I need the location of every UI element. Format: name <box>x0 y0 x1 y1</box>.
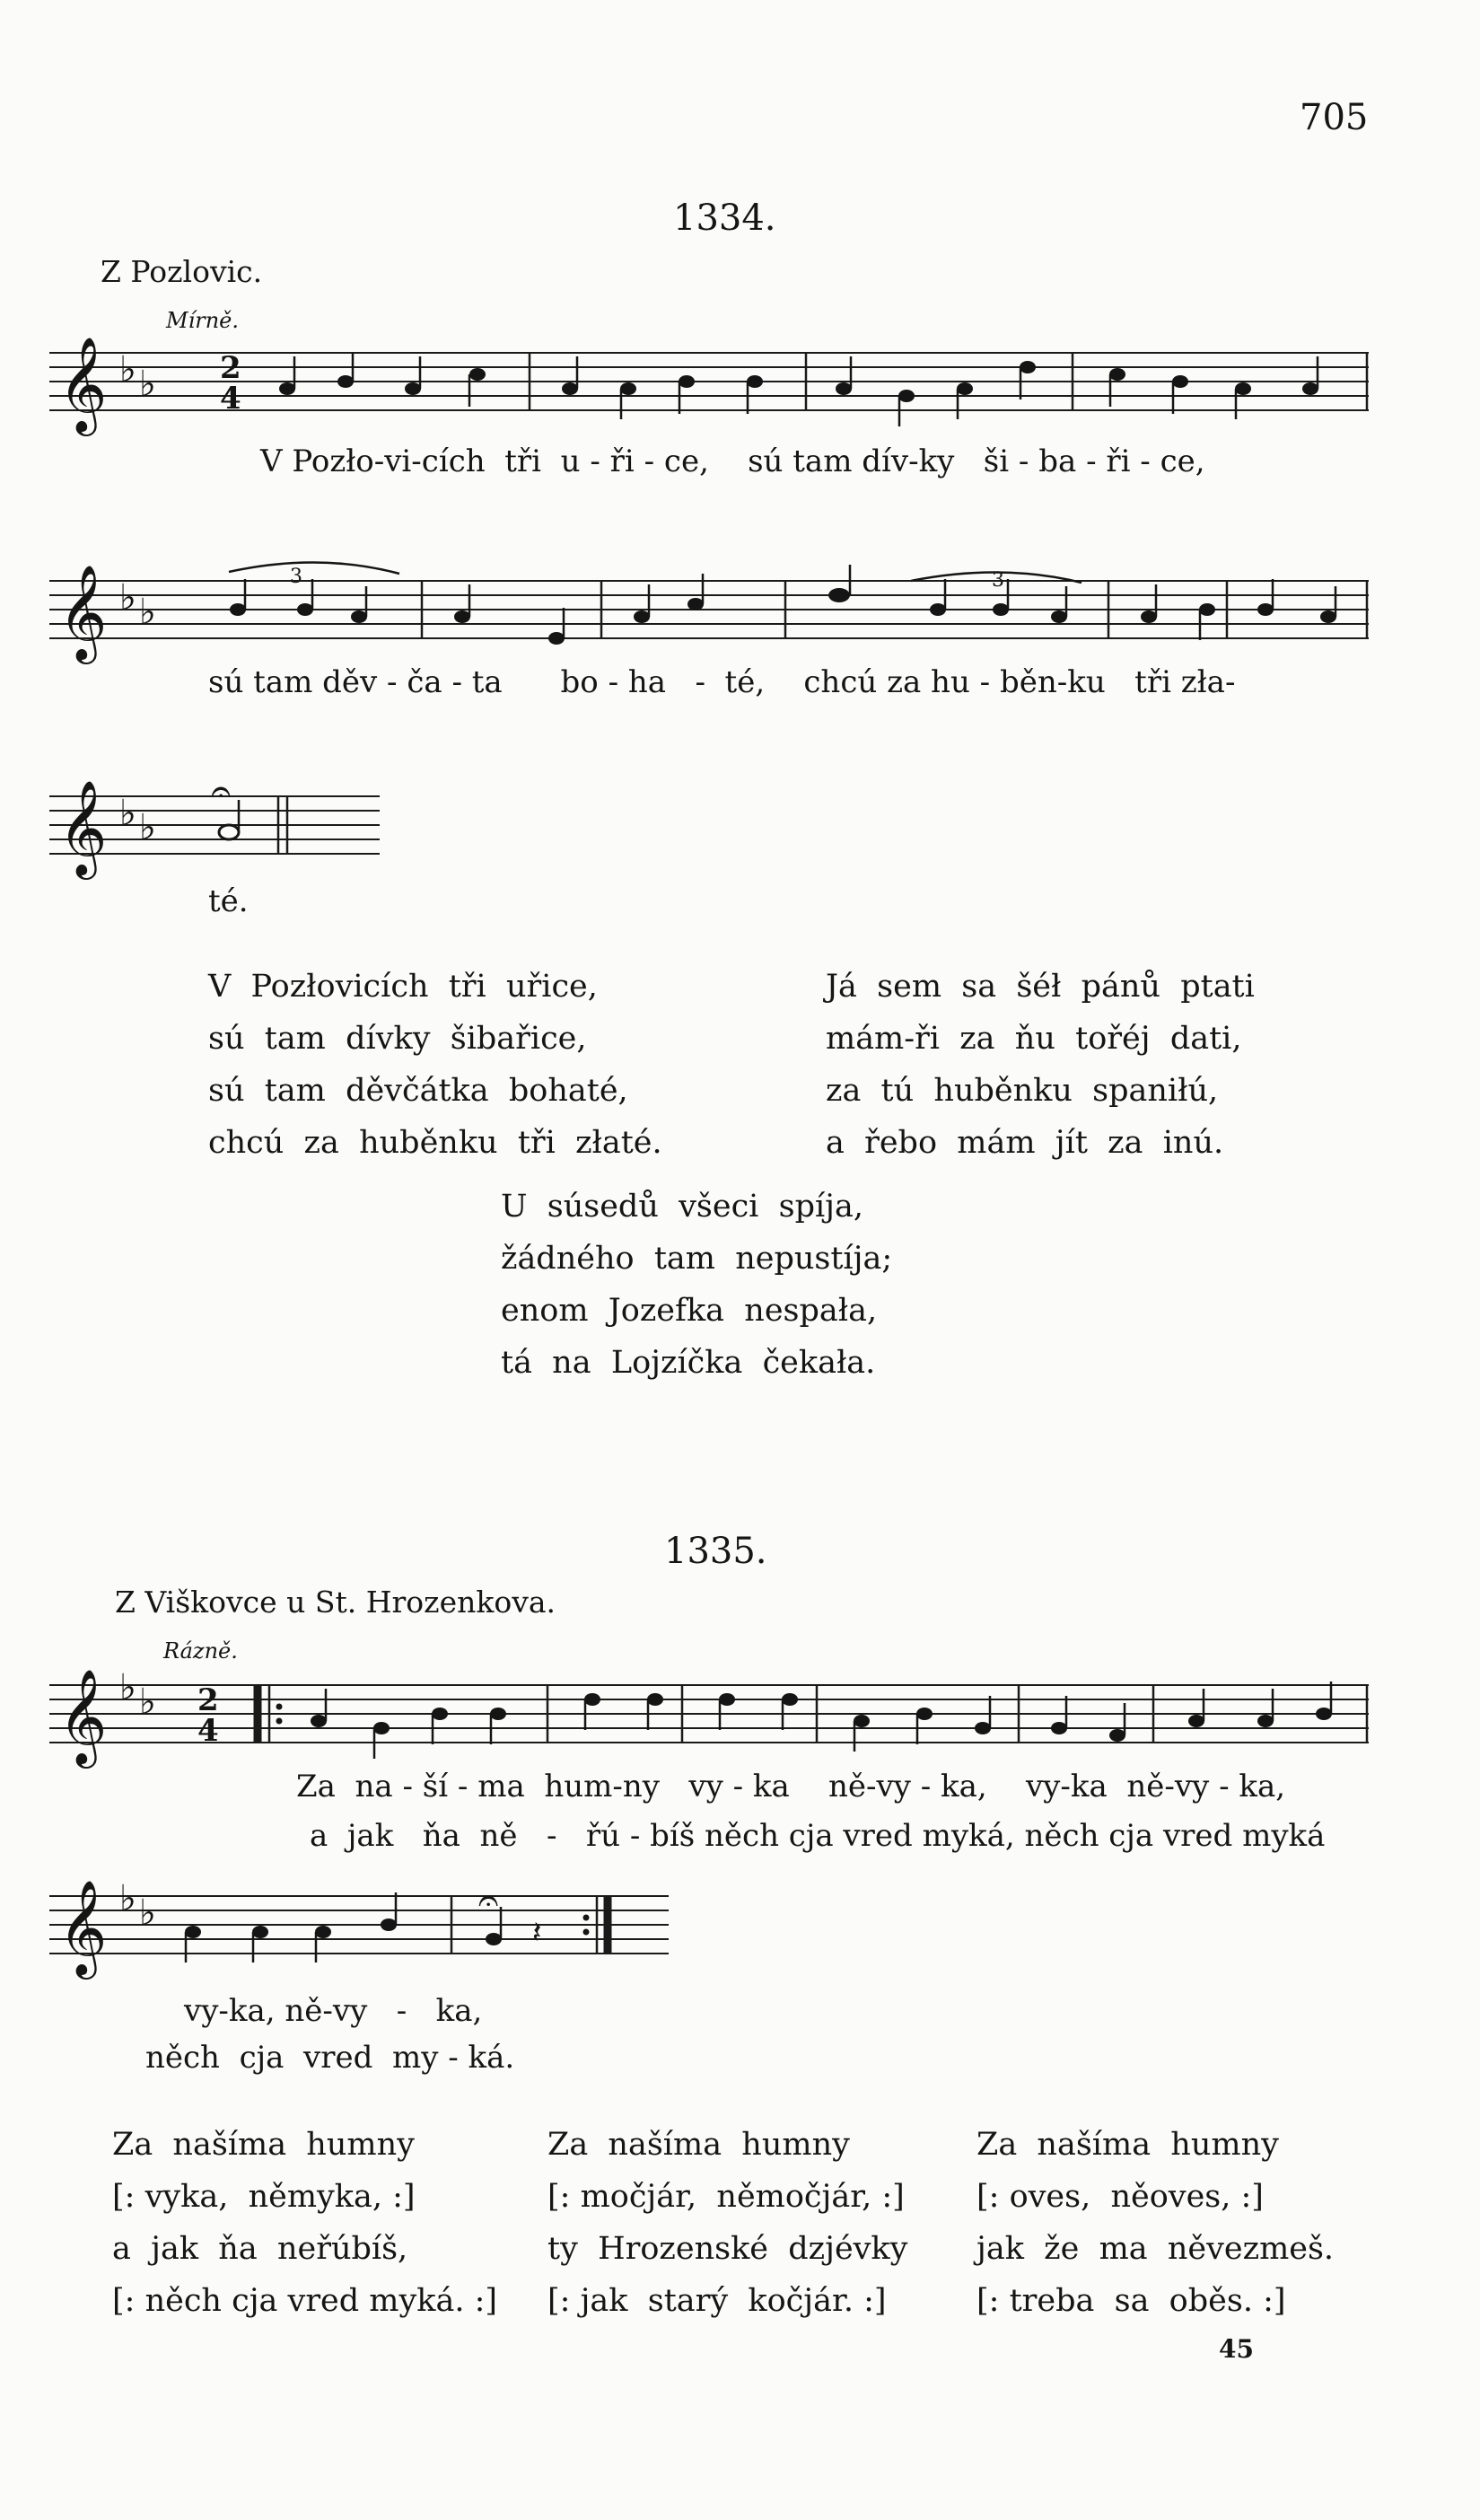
song-origin: Z Viškovce u St. Hrozenkova. <box>115 1585 556 1620</box>
verse-line: Za našíma humny <box>976 2127 1279 2163</box>
flat-icon: ♭ <box>119 793 136 834</box>
music-staff-5 <box>49 1876 678 1975</box>
flat-icon: ♭ <box>139 592 156 633</box>
notes-group <box>279 353 1318 426</box>
verse-line: Za našíma humny <box>112 2127 415 2163</box>
lyrics-line: sú tam děv - ča - ta bo - ha - té, chcú za hu - běn-ku tři zła- <box>208 664 1236 700</box>
music-staff-4 <box>49 1667 1378 1773</box>
music-staff-1 <box>49 336 1378 444</box>
verse-line: [: něch cja vred myká. :] <box>112 2283 498 2319</box>
fermata-icon: 𝄐 <box>478 1880 499 1921</box>
triplet-marking: 3 <box>992 569 1004 592</box>
lyrics-line: té. <box>208 883 249 919</box>
notes-group <box>230 565 1336 645</box>
tempo-marking: Rázně. <box>163 1638 238 1664</box>
tempo-marking: Mírně. <box>166 308 240 333</box>
verse-line: jak že ma něvezmeš. <box>976 2231 1335 2267</box>
song-number: 1334. <box>673 198 776 239</box>
verse-line: [: jak starý kočjár. :] <box>547 2283 887 2319</box>
verse-stanza-1 <box>112 2119 497 2327</box>
verse-line: a jak ňa neřúbíš, <box>112 2231 408 2267</box>
flat-icon: ♭ <box>139 364 156 405</box>
verse-line: mám-ři za ňu tořéj dati, <box>826 1021 1242 1057</box>
music-staff-2 <box>49 561 1378 660</box>
treble-clef-icon: 𝄞 <box>58 564 108 660</box>
verse-line: [: močjár, němočjár, :] <box>547 2179 905 2215</box>
treble-clef-icon: 𝄞 <box>58 336 108 432</box>
notes-group <box>185 1880 541 1962</box>
song-origin: Z Pozlovic. <box>101 254 263 289</box>
verse-line: tá na Lojzíčka čekała. <box>501 1345 876 1381</box>
song-number: 1335. <box>664 1531 767 1572</box>
time-signature-bottom: 4 <box>220 381 241 417</box>
lyrics-line: vy-ka, ně-vy - ka, <box>184 1993 483 2029</box>
verse-stanza-3 <box>976 2119 1334 2327</box>
fermata-icon: 𝄐 <box>211 771 232 812</box>
verse-line: chcú za huběnku tři złaté. <box>208 1125 662 1161</box>
time-signature-bottom: 4 <box>197 1713 219 1749</box>
time-signature-top: 2 <box>220 350 241 386</box>
verse-stanza-3 <box>501 1181 892 1389</box>
flat-icon: ♭ <box>139 807 156 848</box>
lyrics-line: něch cja vred my - ká. <box>145 2040 515 2076</box>
lyrics-line: a jak ňa ně - řú - bíš něch cja vred myká, něch cja vred myká <box>310 1818 1326 1854</box>
time-signature-top: 2 <box>197 1682 219 1718</box>
page-number: 705 <box>1300 97 1369 138</box>
verse-line: za tú huběnku spaniłú, <box>826 1073 1219 1109</box>
verse-line: U súsedů všeci spíja, <box>501 1189 864 1225</box>
verse-line: [: oves, něoves, :] <box>976 2179 1264 2215</box>
notes-group <box>311 1681 1332 1759</box>
flat-icon: ♭ <box>119 349 136 391</box>
treble-clef-icon: 𝄞 <box>58 1668 108 1764</box>
verse-line: [: treba sa oběs. :] <box>976 2283 1286 2319</box>
treble-clef-icon: 𝄞 <box>58 1879 108 1975</box>
music-staff-3 <box>49 771 390 875</box>
verse-stanza-2 <box>826 961 1255 1169</box>
verse-line: sú tam dívky šibařice, <box>208 1021 587 1057</box>
printer-signature: 45 <box>1219 2334 1254 2364</box>
lyrics-line: Za na - ší - ma hum-ny vy - ka ně-vy - ka, vy-ka ně-vy - ka, <box>296 1769 1286 1804</box>
verse-line: Za našíma humny <box>547 2127 850 2163</box>
flat-icon: ♭ <box>119 1667 136 1708</box>
verse-line: ty Hrozenské dzjévky <box>547 2231 908 2267</box>
verse-line: žádného tam nepustíja; <box>501 1241 893 1277</box>
rest-icon: 𝄽 <box>532 1915 542 1951</box>
flat-icon: ♭ <box>139 1681 156 1723</box>
lyrics-line: V Pozło-vi-cích tři u - ři - ce, sú tam dív-ky ši - ba - ři - ce, <box>260 443 1205 479</box>
flat-icon: ♭ <box>139 1892 156 1934</box>
verse-line: V Pozłovicích tři uřice, <box>208 969 598 1005</box>
triplet-marking: 3 <box>290 566 302 588</box>
verse-line: enom Jozefka nespała, <box>501 1293 878 1329</box>
verse-line: Já sem sa šéł pánů ptati <box>826 969 1255 1005</box>
verse-stanza-1 <box>208 961 662 1169</box>
treble-clef-icon: 𝄞 <box>58 779 108 875</box>
verse-stanza-2 <box>547 2119 907 2327</box>
verse-line: sú tam děvčátka bohaté, <box>208 1073 628 1109</box>
verse-line: [: vyka, němyka, :] <box>112 2179 416 2215</box>
flat-icon: ♭ <box>119 577 136 619</box>
verse-line: a řebo mám jít za inú. <box>826 1125 1224 1161</box>
flat-icon: ♭ <box>119 1878 136 1919</box>
